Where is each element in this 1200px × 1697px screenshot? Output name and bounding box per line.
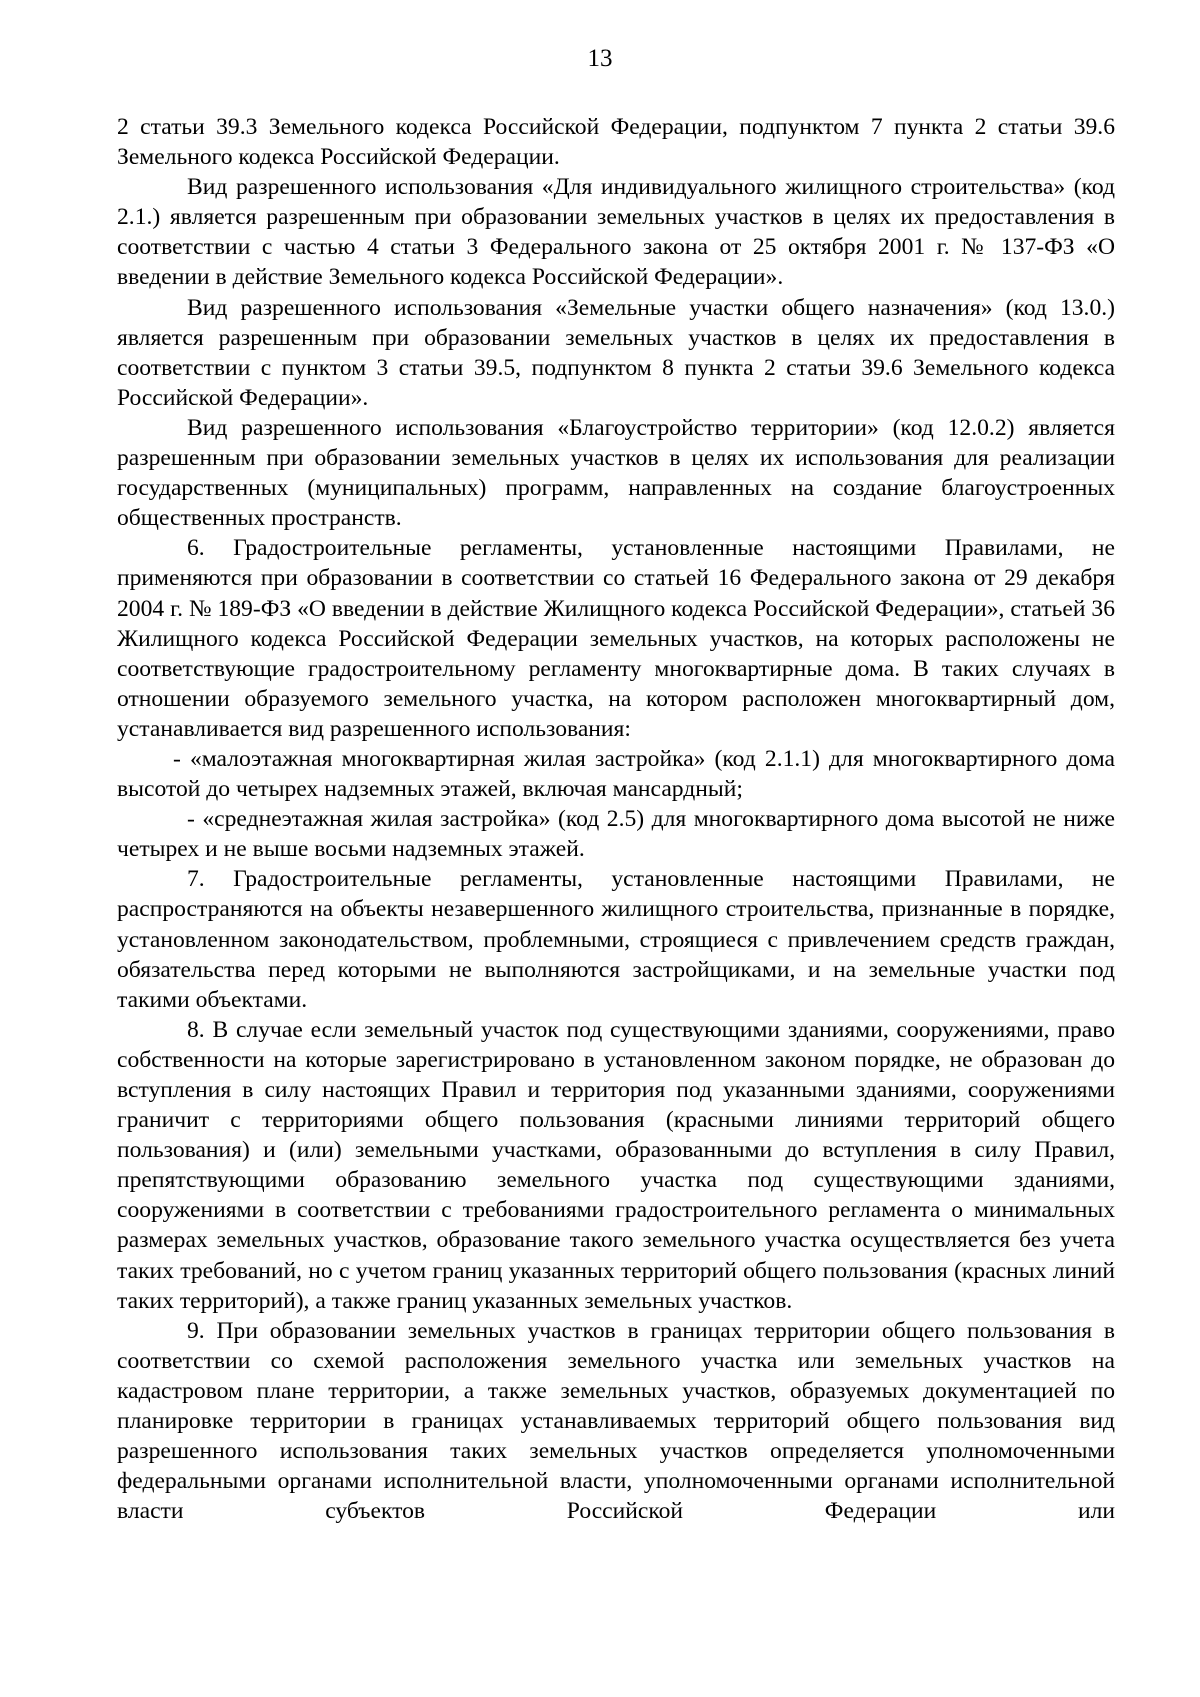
paragraph-landscaping: Вид разрешенного использования «Благоустройство территории» (код 12.0.2) является разрешенным при образовании земельных участков в целях их использования для реализации государственных (муниципальных) программ, направленных на создание благоустроенных общественных пространств. xyxy=(117,414,1115,532)
list-item-low-rise: - «малоэтажная многоквартирная жилая застройка» (код 2.1.1) для многоквартирного дома высотой до четырех надземных этажей, включая мансардный; xyxy=(117,745,1115,803)
paragraph-item-9: 9. При образовании земельных участков в границах территории общего пользования в соответствии со схемой расположения земельного участка или земельных участков на кадастровом плане территории, а также земельных участков, образуемых документацией по планировке территории в границах устанавливаемых территорий общего пользования вид разрешенного использования таких земельных участков определяется уполномоченными федеральными органами исполнительной власти, уполномоченными органами исполнительной власти субъектов Российской Федерации или xyxy=(117,1317,1115,1525)
paragraph-item-6: 6. Градостроительные регламенты, установленные настоящими Правилами, не применяются при образовании в соответствии со статьей 16 Федерального закона от 29 декабря 2004 г. № 189-ФЗ «О введении в действие Жилищного кодекса Российской Федерации», статьей 36 Жилищного кодекса Российской Федерации земельных участков, на которых расположены не соответствующие градостроительному регламенту многоквартирные дома. В таких случаях в отношении образуемого земельного участка, на котором расположен многоквартирный дом, устанавливается вид разрешенного использования: xyxy=(117,535,1115,742)
paragraph-common-land: Вид разрешенного использования «Земельные участки общего назначения» (код 13.0.) является разрешенным при образовании земельных участков в целях их предоставления в соответствии с пунктом 3 статьи 39.5, подпунктом 8 пункта 2 статьи 39.6 Земельного кодекса Российской Федерации». xyxy=(117,294,1115,411)
list-item-mid-rise: - «среднеэтажная жилая застройка» (код 2.5) для многоквартирного дома высотой не ниже четырех и не выше восьми надземных этажей. xyxy=(117,806,1115,863)
document-body xyxy=(117,112,1115,1526)
paragraph-continuation: 2 статьи 39.3 Земельного кодекса Российской Федерации, подпунктом 7 пункта 2 статьи 39.6 Земельного кодекса Российской Федерации. xyxy=(117,114,1115,171)
paragraph-item-7: 7. Градостроительные регламенты, установленные настоящими Правилами, не распространяются на объекты незавершенного жилищного строительства, признанные в порядке, установленном законодательством, проблемными, строящиеся с привлечением средств граждан, обязательства перед которыми не выполняются застройщиками, и на земельные участки под такими объектами. xyxy=(117,866,1115,1013)
paragraph-item-8: 8. В случае если земельный участок под существующими зданиями, сооружениями, право собственности на которые зарегистрировано в установленном законом порядке, не образован до вступления в силу настоящих Правил и территория под указанными зданиями, сооружениями граничит с территориями общего пользования (красными линиями территорий общего пользования) и (или) земельными участками, образованными до вступления в силу Правил, препятствующими образованию земельного участка под существующими зданиями, сооружениями в соответствии с требованиями градостроительного регламента о минимальных размерах земельных участков, образование такого земельного участка осуществляется без учета таких требований, но с учетом границ указанных территорий общего пользования (красных линий таких территорий), а также границ указанных земельных участков. xyxy=(117,1016,1115,1314)
page-number: 13 xyxy=(587,45,613,72)
paragraph-izhs: Вид разрешенного использования «Для индивидуального жилищного строительства» (код 2.1.) является разрешенным при образовании земельных участков в целях их предоставления в соответствии с частью 4 статьи 3 Федерального закона от 25 октября 2001 г. № 137-ФЗ «О введении в действие Земельного кодекса Российской Федерации». xyxy=(117,174,1115,291)
